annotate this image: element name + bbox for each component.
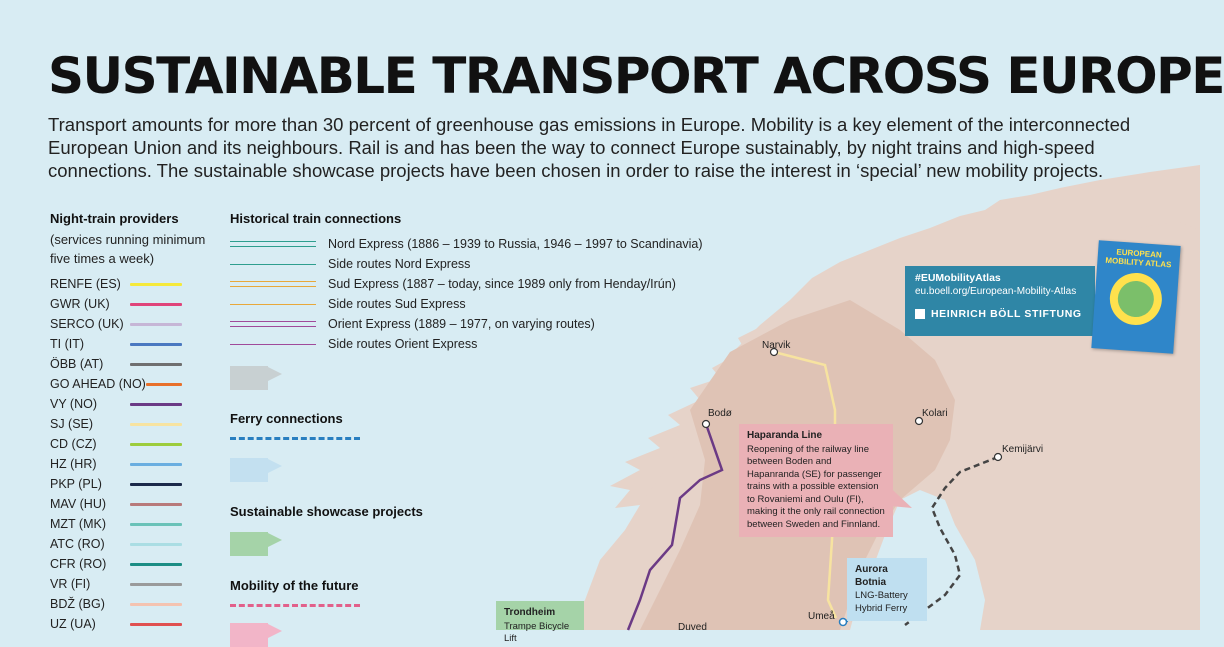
- night-train-legend-label: ÖBB (AT): [50, 357, 104, 371]
- night-train-legend-label: RENFE (ES): [50, 277, 121, 291]
- night-train-legend-item: [50, 434, 182, 454]
- night-train-legend-item: [50, 594, 182, 614]
- night-train-legend-label: HZ (HR): [50, 457, 97, 471]
- night-train-legend-label: MAV (HU): [50, 497, 107, 511]
- night-train-legend-line: [130, 563, 182, 566]
- aurora-botnia-title: Aurora Botnia: [855, 564, 888, 588]
- night-train-legend-item: [50, 294, 182, 314]
- night-train-legend-line: [130, 403, 182, 406]
- night-train-legend-line: [130, 463, 182, 466]
- night-train-legend-line: [130, 443, 182, 446]
- city-label-kemijarvi: Kemijärvi: [1002, 444, 1044, 455]
- night-train-legend-item: [50, 394, 182, 414]
- banner-hashtag: #EUMobilityAtlas: [915, 272, 1001, 284]
- night-train-legend-label: CD (CZ): [50, 437, 97, 451]
- historical-legend-label: Side routes Nord Express: [328, 257, 471, 271]
- night-train-legend-item: [50, 374, 182, 394]
- banner-url[interactable]: eu.boell.org/European-Mobility-Atlas: [915, 286, 1077, 297]
- city-label-narvik: Narvik: [762, 340, 791, 351]
- historical-legend-item: [230, 334, 477, 354]
- night-train-legend-item: [50, 494, 182, 514]
- night-train-legend-subheading: (services running minimum five times a week): [50, 232, 206, 266]
- night-train-legend-line: [130, 363, 182, 366]
- showcase-swatch: [230, 532, 268, 556]
- historical-legend-line: [230, 264, 316, 265]
- night-train-legend-item: [50, 334, 182, 354]
- historical-legend-label: Orient Express (1889 – 1977, on varying routes): [328, 317, 595, 331]
- historical-legend-item: [230, 314, 595, 334]
- night-train-legend-label: UZ (UA): [50, 617, 96, 631]
- historical-legend-line: [230, 321, 316, 327]
- trondheim-callout-title: Trondheim: [504, 607, 556, 618]
- swatch-pointer: [266, 366, 282, 382]
- city-marker-bodo: [703, 421, 710, 428]
- night-train-legend-line: [130, 343, 182, 346]
- ferry-swatch: [230, 458, 268, 482]
- historical-legend-item: [230, 294, 466, 314]
- night-train-legend-line: [146, 383, 182, 386]
- night-train-legend-label: BDŽ (BG): [50, 597, 105, 611]
- night-train-legend-line: [130, 523, 182, 526]
- historical-legend-label: Side routes Sud Express: [328, 297, 466, 311]
- historical-swatch: [230, 366, 268, 390]
- aurora-botnia-callout: [847, 558, 927, 621]
- historical-legend-label: Nord Express (1886 – 1939 to Russia, 1946 – 1997 to Scandinavia): [328, 237, 703, 251]
- haparanda-callout-title: Haparanda Line: [747, 430, 823, 441]
- night-train-legend-label: PKP (PL): [50, 477, 102, 491]
- atlas-cover-title: EUROPEAN MOBILITY ATLAS: [1105, 247, 1172, 270]
- city-label-umea: Umeå: [808, 611, 835, 622]
- intro-paragraph: Transport amounts for more than 30 percent of greenhouse gas emissions in Europe. Mobility is a key element of the interconnected European Union and its neighbours. Rail is and has been the way to connect Europe sustainably, by night trains and high-speed connections. The sustainable showcase projects have been chosen in order to raise the interest in ‘special’ new mobility projects.: [48, 114, 1131, 181]
- historical-legend-line: [230, 241, 316, 247]
- night-train-legend-label: TI (IT): [50, 337, 85, 351]
- night-train-legend-line: [130, 603, 182, 606]
- atlas-promo-banner[interactable]: [905, 266, 1095, 336]
- haparanda-callout: [739, 424, 893, 537]
- banner-foundation: [915, 308, 1085, 320]
- night-train-legend-label: SERCO (UK): [50, 317, 124, 331]
- historical-legend-item: [230, 274, 676, 294]
- night-train-legend-line: [130, 303, 182, 306]
- historical-legend-heading: Historical train connections: [230, 211, 402, 226]
- night-train-legend-item: [50, 414, 182, 434]
- night-train-legend-label: CFR (RO): [50, 557, 107, 571]
- city-label-duved: Duved: [678, 622, 707, 633]
- swatch-pointer: [266, 623, 282, 639]
- night-train-legend-item: [50, 354, 182, 374]
- night-train-legend-line: [130, 583, 182, 586]
- night-train-legend-label: GO AHEAD (NO): [50, 377, 146, 391]
- historical-legend-label: Side routes Orient Express: [328, 337, 478, 351]
- night-train-legend-line: [130, 283, 182, 286]
- night-train-legend-line: [130, 543, 182, 546]
- atlas-cover-globe-icon: [1108, 271, 1164, 327]
- historical-legend-item: [230, 234, 703, 254]
- night-train-legend-line: [130, 423, 182, 426]
- night-train-legend-item: [50, 474, 182, 494]
- night-train-legend-item: [50, 614, 182, 634]
- night-train-legend-item: [50, 534, 182, 554]
- foundation-logo-icon: [915, 309, 925, 319]
- historical-legend-label: Sud Express (1887 – today, since 1989 only from Henday/Irún): [328, 277, 676, 291]
- showcase-legend-heading: Sustainable showcase projects: [230, 504, 423, 519]
- night-train-legend-heading: Night-train providers: [50, 211, 179, 226]
- night-train-legend-label: VR (FI): [50, 577, 91, 591]
- swatch-pointer: [266, 532, 282, 548]
- trondheim-callout: [496, 601, 584, 644]
- night-train-legend-item: [50, 554, 182, 574]
- page-title: SUSTAINABLE TRANSPORT ACROSS EUROPE: [48, 47, 1224, 105]
- historical-legend-line: [230, 304, 316, 305]
- future-swatch: [230, 623, 268, 647]
- ferry-legend-line: [230, 437, 360, 440]
- historical-legend-line: [230, 281, 316, 287]
- swatch-pointer: [266, 458, 282, 474]
- night-train-legend-item: [50, 574, 182, 594]
- night-train-legend-line: [130, 323, 182, 326]
- night-train-legend-label: ATC (RO): [50, 537, 105, 551]
- night-train-legend-item: [50, 314, 182, 334]
- atlas-cover-image[interactable]: [1091, 240, 1180, 353]
- night-train-legend-label: SJ (SE): [50, 417, 94, 431]
- city-marker-umea: [840, 619, 847, 626]
- aurora-botnia-text: LNG-Battery Hybrid Ferry: [855, 590, 908, 614]
- future-legend-line: [230, 604, 360, 607]
- night-train-legend-line: [130, 503, 182, 506]
- historical-legend-line: [230, 344, 316, 345]
- night-train-legend-line: [130, 483, 182, 486]
- future-legend-heading: Mobility of the future: [230, 578, 359, 593]
- ferry-legend-heading: Ferry connections: [230, 411, 343, 426]
- night-train-legend-item: [50, 454, 182, 474]
- trondheim-callout-text: Trampe Bicycle Lift: [504, 620, 570, 644]
- night-train-legend-label: VY (NO): [50, 397, 97, 411]
- city-label-kolari: Kolari: [922, 408, 948, 419]
- night-train-legend-label: GWR (UK): [50, 297, 110, 311]
- foundation-name: HEINRICH BÖLL STIFTUNG: [931, 308, 1082, 320]
- night-train-legend-item: [50, 514, 182, 534]
- haparanda-callout-text: Reopening of the railway line between Boden and Hapanranda (SE) for passenger trains with a possible extension to Rovaniemi and Oulu (FI), making it the only rail connection between Sweden and Finnland.: [747, 443, 885, 530]
- city-marker-kemijarvi: [995, 454, 1002, 461]
- night-train-legend-label: MZT (MK): [50, 517, 107, 531]
- night-train-legend-item: [50, 274, 182, 294]
- historical-legend-item: [230, 254, 470, 274]
- night-train-legend-line: [130, 623, 182, 626]
- city-label-bodo: Bodø: [708, 408, 732, 419]
